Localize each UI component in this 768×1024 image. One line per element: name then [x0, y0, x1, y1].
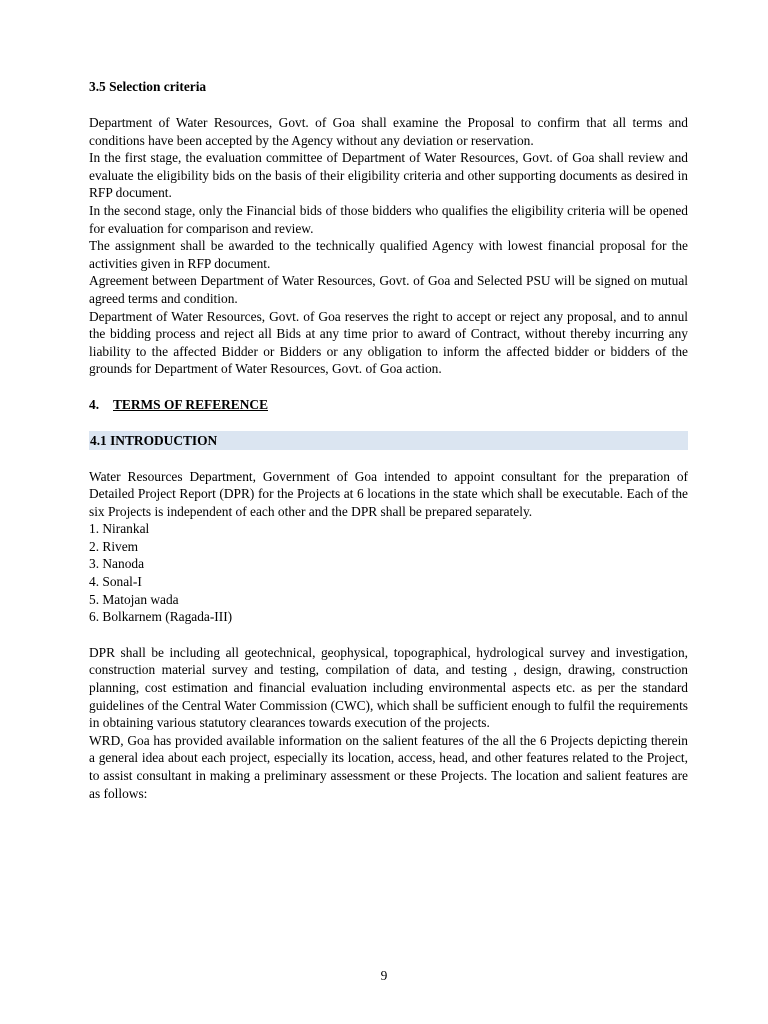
section-title: TERMS OF REFERENCE	[113, 396, 268, 412]
intro-paragraph: Water Resources Department, Government of Goa intended to appoint consultant for the preparation of Detailed Project Report (DPR) for the Projects at 6 locations in the state which shall be executable. Each of the six Projects is independent of each other and the DPR shall be prepared separately.	[89, 468, 688, 519]
paragraph: In the second stage, only the Financial bids of those bidders who qualifies the eligibility criteria will be opened for evaluation for comparison and review.	[89, 202, 688, 236]
list-item: 5. Matojan wada	[89, 591, 179, 607]
project-list	[89, 520, 688, 626]
spacer	[89, 378, 688, 396]
paragraph: WRD, Goa has provided available information on the salient features of the all the 6 Projects depicting therein a general idea about each project, especially its location, access, head, and other features related to the Project, to assist consultant in making a preliminary assessment or these Projects. The location and salient features are as follows:	[89, 732, 688, 801]
spacer	[89, 450, 688, 468]
page-number: 9	[380, 968, 388, 983]
list-item: 1. Nirankal	[89, 521, 150, 537]
list-item: 4. Sonal-I	[89, 574, 142, 590]
section-number: 4.	[89, 396, 100, 412]
spacer	[89, 626, 688, 644]
section-4-1-heading: 4.1 INTRODUCTION	[89, 431, 688, 450]
spacer	[89, 414, 688, 431]
document-page	[89, 78, 688, 802]
section-4-heading	[89, 396, 688, 414]
paragraph: Agreement between Department of Water Resources, Govt. of Goa and Selected PSU will be signed on mutual agreed terms and condition.	[89, 273, 688, 306]
paragraph: The assignment shall be awarded to the technically qualified Agency with lowest financial proposal for the activities given in RFP document.	[89, 238, 688, 271]
list-item: 6. Bolkarnem (Ragada-III)	[89, 609, 233, 625]
paragraph: Department of Water Resources, Govt. of Goa shall examine the Proposal to confirm that all terms and conditions have been accepted by the Agency without any deviation or reservation.	[89, 115, 688, 148]
paragraph: In the first stage, the evaluation committee of Department of Water Resources, Govt. of Goa shall review and evaluate the eligibility bids on the basis of their eligibility criteria and other supporting documents as desired in RFP document.	[89, 150, 688, 201]
spacer	[89, 96, 688, 114]
paragraph: DPR shall be including all geotechnical, geophysical, topographical, hydrological survey and investigation, construction material survey and testing, compilation of data, and testing , design, drawing, construction planning, cost estimation and financial evaluation including environmental aspects etc. as per the standard guidelines of the Central Water Commission (CWC), which shall be sufficient enough to fulfil the requirements in obtaining various statutory clearances towards execution of the projects.	[89, 644, 688, 731]
paragraph: Department of Water Resources, Govt. of Goa reserves the right to accept or reject any proposal, and to annul the bidding process and reject all Bids at any time prior to award of Contract, without thereby incurring any liability to the affected Bidder or Bidders or any obligation to inform the affected bidder or bidders of the grounds for Department of Water Resources, Govt. of Goa action.	[89, 308, 688, 377]
section-3-5-heading: 3.5 Selection criteria	[89, 79, 207, 94]
list-item: 2. Rivem	[89, 538, 139, 554]
list-item: 3. Nanoda	[89, 556, 145, 572]
